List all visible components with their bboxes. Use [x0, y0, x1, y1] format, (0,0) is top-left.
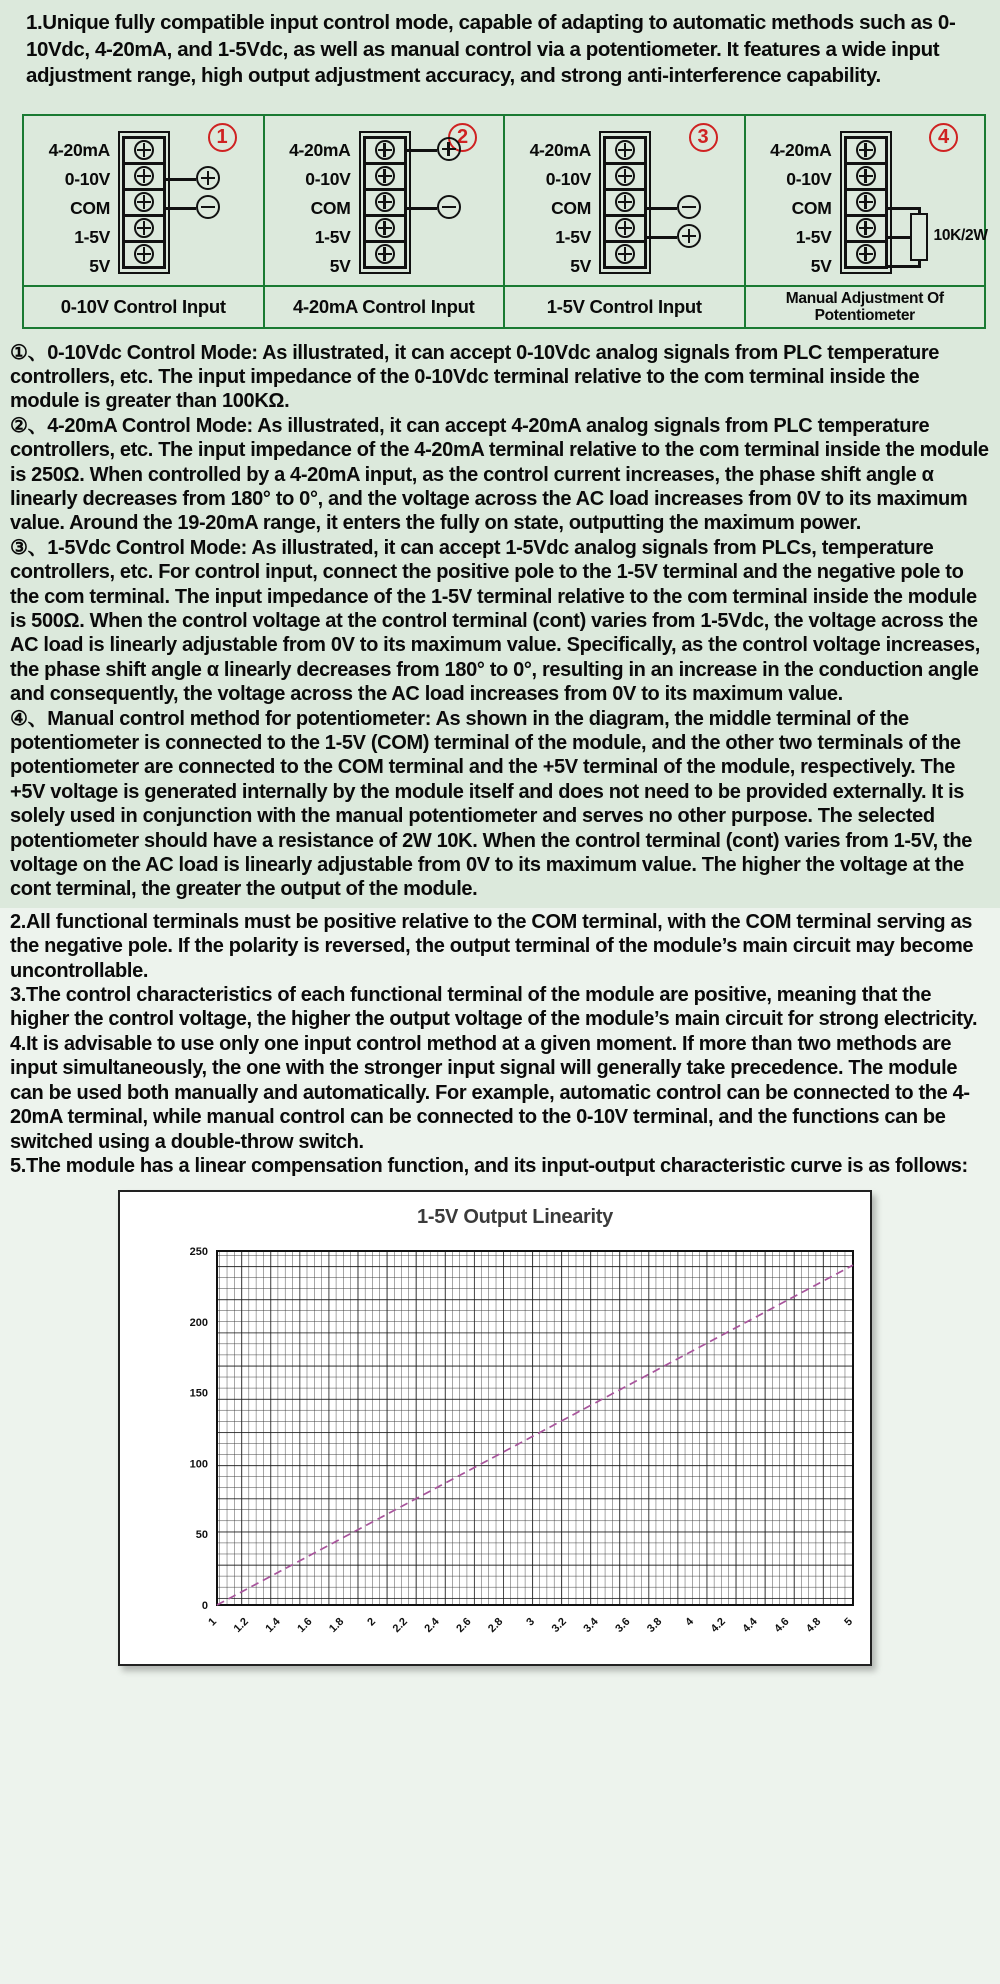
terminal-cell [603, 214, 647, 243]
chart-title: 1-5V Output Linearity [417, 1206, 613, 1229]
screw-terminal-icon [856, 244, 876, 264]
paragraph-mode-4: ④、Manual control method for potentiometer: As shown in the diagram, the middle terminal of the potentiometer is connected to the 1-5V (COM) terminal of the module, and the other two terminals of the potentiometer are connected to the COM terminal and the +5V terminal of the module, respectively. The +5V voltage is generated internally by the module itself and does not need to be provided externally. It is solely used in conjunction with the manual potentiometer and serves no other purpose. The selected potentiometer should have a resistance of 2W 10K. When the control terminal (cont) varies from 1-5V, the voltage on the AC load is linearly adjustable from 0V to its maximum value. The higher the voltage at the cont terminal, the greater the output of the module. [10, 707, 972, 901]
wiring-diagram-box [22, 114, 986, 329]
terminal-cell [603, 162, 647, 191]
circled-number-icon: 2 [448, 123, 477, 152]
minus-terminal-icon [437, 195, 461, 219]
x-axis-tick: 2.8 [486, 1615, 506, 1636]
minus-terminal-icon [677, 195, 701, 219]
major-grid [217, 1251, 853, 1605]
terminal-cell [603, 240, 647, 269]
circled-number-icon: 1 [208, 123, 237, 152]
x-axis-tick: 1 [206, 1615, 220, 1629]
x-axis-tick: 2.4 [422, 1615, 442, 1636]
x-axis-tick: 4 [683, 1615, 697, 1629]
potentiometer-resistor [910, 213, 928, 261]
terminal-label: 4-20mA [289, 139, 351, 160]
terminal-label: 5V [810, 255, 832, 276]
terminal-label: 0-10V [545, 168, 591, 189]
wire [407, 149, 437, 152]
panel-caption: 1-5V Control Input [505, 285, 744, 327]
x-axis-tick: 3 [524, 1615, 538, 1629]
terminal-label: 5V [570, 255, 591, 276]
paragraph-note-2: 2.All functional terminals must be positive relative to the COM terminal, with the COM terminal serving as the negative pole. If the polarity is reversed, the output terminal of the module’s main circuit may become uncontrollable. [10, 910, 974, 982]
wire [407, 207, 437, 210]
wire [647, 207, 677, 210]
terminal-label: COM [791, 197, 832, 218]
terminal-area [265, 136, 504, 286]
terminal-cell [363, 136, 407, 165]
terminal-cell [122, 214, 166, 243]
terminal-label: 4-20mA [529, 139, 591, 160]
plus-terminal-icon [437, 137, 461, 161]
terminal-label: COM [551, 197, 591, 218]
x-axis-tick: 1.2 [231, 1615, 251, 1636]
screw-terminal-icon [615, 218, 635, 238]
x-axis-tick: 3.8 [645, 1615, 665, 1636]
x-axis-tick: 3.2 [549, 1615, 569, 1636]
terminal-label: 1-5V [555, 226, 591, 247]
terminal-block [118, 131, 170, 274]
panel-caption [746, 285, 985, 327]
terminal-cell [603, 136, 647, 165]
screw-terminal-icon [615, 192, 635, 212]
wire [888, 265, 921, 268]
screw-terminal-icon [375, 192, 395, 212]
wire [647, 236, 677, 239]
intro-text: 1.Unique fully compatible input control mode, capable of adapting to automatic methods such as 0-10Vdc, 4-20mA, and 1-5Vdc, as well as manual control via a potentiometer. It features a wide input adjustment range, high output adjustment accuracy, and strong anti-interference capability. [26, 11, 956, 87]
wire [166, 178, 196, 181]
screw-terminal-icon [856, 218, 876, 238]
terminal-label: 5V [89, 255, 110, 276]
screw-terminal-icon [134, 218, 154, 238]
screw-terminal-icon [615, 140, 635, 160]
panel-0-10v-control-input [24, 116, 265, 327]
y-axis-tick: 0 [201, 1600, 208, 1613]
y-axis-tick: 100 [189, 1458, 208, 1471]
terminal-block [599, 131, 651, 274]
terminal-cell [122, 240, 166, 269]
paragraph-mode-2: ②、4-20mA Control Mode: As illustrated, it can accept 4-20mA analog signals from PLC temperature controllers, etc. The input impedance of the 4-20mA terminal relative to the com terminal inside the module is 250Ω. When controlled by a 4-20mA input, as the control current increases, the phase shift angle α linearly decreases from 180° to 0°, and the voltage across the AC load increases from 0V to its maximum value. Around the 19-20mA range, it enters the fully on state, outputting the maximum power. [10, 414, 989, 535]
y-axis-tick: 50 [195, 1529, 208, 1542]
terminal-area [505, 136, 744, 286]
y-axis-tick: 200 [189, 1317, 208, 1330]
panel-caption-line2: Potentiometer [814, 306, 915, 324]
terminal-label: 5V [329, 255, 351, 276]
panel-4-20ma-control-input [265, 116, 506, 327]
chart-plot [125, 1233, 865, 1651]
screw-terminal-icon [615, 244, 635, 264]
wire [888, 236, 910, 239]
x-axis-tick: 4.6 [772, 1615, 792, 1636]
terminal-cell [363, 240, 407, 269]
paragraph-note-5: 5.The module has a linear compensation function, and its input-output characteristic curve is as follows: [10, 1154, 968, 1177]
notes [0, 908, 1000, 1178]
terminal-cell [363, 162, 407, 191]
screw-terminal-icon [134, 192, 154, 212]
x-axis-tick: 4.8 [804, 1615, 824, 1636]
terminal-label: 0-10V [305, 168, 351, 189]
screw-terminal-icon [375, 140, 395, 160]
wire [888, 207, 921, 210]
x-axis-tick: 4.4 [740, 1615, 760, 1636]
paragraph-mode-1: ①、0-10Vdc Control Mode: As illustrated, it can accept 0-10Vdc analog signals from PLC temperature controllers, etc. The input impedance of the 0-10Vdc terminal relative to the com terminal inside the module is greater than 100KΩ. [10, 341, 940, 413]
terminal-label: COM [70, 197, 110, 218]
paragraph-note-3: 3.The control characteristics of each functional terminal of the module are positive, meaning that the higher the control voltage, the higher the output voltage of the module’s main circuit for strong electricity. [10, 984, 978, 1031]
screw-terminal-icon [134, 166, 154, 186]
terminal-label: 1-5V [314, 226, 351, 247]
terminal-label: 0-10V [786, 168, 832, 189]
x-axis-tick: 4.2 [708, 1615, 728, 1636]
terminal-cell [363, 188, 407, 217]
terminal-cell [122, 162, 166, 191]
x-axis-tick: 3.6 [613, 1615, 633, 1636]
terminal-label: 4-20mA [48, 139, 110, 160]
terminal-cell [363, 214, 407, 243]
terminal-cell [844, 136, 888, 165]
paragraph-mode-3: ③、1-5Vdc Control Mode: As illustrated, it can accept 1-5Vdc analog signals from PLCs, temperature controllers, etc. For control input, connect the positive pole to the 1-5V terminal and the negative pole to the com terminal. The input impedance of the 1-5V terminal relative to the com terminal inside the module is 500Ω. When the control voltage at the control terminal (cont) varies from 1-5Vdc, the voltage across the AC load is linearly adjustable from 0V to its maximum value. Specifically, as the control voltage increases, the phase shift angle α linearly decreases from 180° to 0°, resulting in an increase in the conduction angle and consequently, the voltage across the AC load increases from 0V to its maximum value. [10, 536, 980, 706]
x-axis-tick: 1.8 [327, 1615, 347, 1636]
screw-terminal-icon [375, 166, 395, 186]
x-axis-tick: 3.4 [581, 1615, 601, 1636]
screw-terminal-icon [856, 192, 876, 212]
terminal-cell [844, 214, 888, 243]
y-axis-tick: 250 [189, 1246, 208, 1259]
screw-terminal-icon [375, 244, 395, 264]
plus-terminal-icon [196, 166, 220, 190]
y-axis-tick: 150 [189, 1387, 208, 1400]
screw-terminal-icon [375, 218, 395, 238]
panel-caption: 4-20mA Control Input [265, 285, 504, 327]
x-axis-tick: 2 [365, 1615, 379, 1629]
terminal-area [746, 136, 988, 286]
screw-terminal-icon [856, 166, 876, 186]
panel-manual-potentiometer [746, 116, 988, 327]
panel-1-5v-control-input [505, 116, 746, 327]
panel-caption: 0-10V Control Input [24, 285, 263, 327]
linearity-chart [118, 1190, 872, 1666]
screw-terminal-icon [856, 140, 876, 160]
plus-terminal-icon [677, 224, 701, 248]
terminal-cell [603, 188, 647, 217]
terminal-cell [844, 162, 888, 191]
panel-caption-line1: Manual Adjustment Of [785, 289, 944, 307]
upper-section [0, 0, 1000, 908]
screw-terminal-icon [615, 166, 635, 186]
terminal-cell [122, 136, 166, 165]
x-axis-tick: 5 [842, 1615, 856, 1629]
resistor-label: 10K/2W [933, 226, 988, 244]
lower-section [0, 908, 1000, 1666]
x-axis-tick: 2.6 [454, 1615, 474, 1636]
terminal-block [840, 131, 892, 274]
terminal-cell [122, 188, 166, 217]
paragraph-note-4: 4.It is advisable to use only one input control method at a given moment. If more than two methods are input simultaneously, the one with the stronger input signal will generally take precedence. The module can be used both manually and automatically. For example, automatic control can be connected to the 4-20mA terminal, while manual control can be connected to the 0-10V terminal, and the functions can be switched using a double-throw switch. [10, 1032, 970, 1153]
x-axis-tick: 1.4 [263, 1615, 283, 1636]
screw-terminal-icon [134, 140, 154, 160]
terminal-cell [844, 188, 888, 217]
terminal-label: 4-20mA [770, 139, 832, 160]
wire [166, 207, 196, 210]
circled-number-icon: 4 [929, 123, 958, 152]
terminal-cell [844, 240, 888, 269]
circled-number-icon: 3 [689, 123, 718, 152]
x-axis-tick: 1.6 [295, 1615, 315, 1636]
minus-terminal-icon [196, 195, 220, 219]
terminal-label: 1-5V [795, 226, 832, 247]
terminal-label: 1-5V [74, 226, 110, 247]
screw-terminal-icon [134, 244, 154, 264]
terminal-area [24, 136, 263, 286]
terminal-label: 0-10V [64, 168, 110, 189]
terminal-label: COM [310, 197, 351, 218]
x-axis-tick: 2.2 [390, 1615, 410, 1636]
terminal-block [359, 131, 411, 274]
mode-descriptions [0, 329, 1000, 902]
